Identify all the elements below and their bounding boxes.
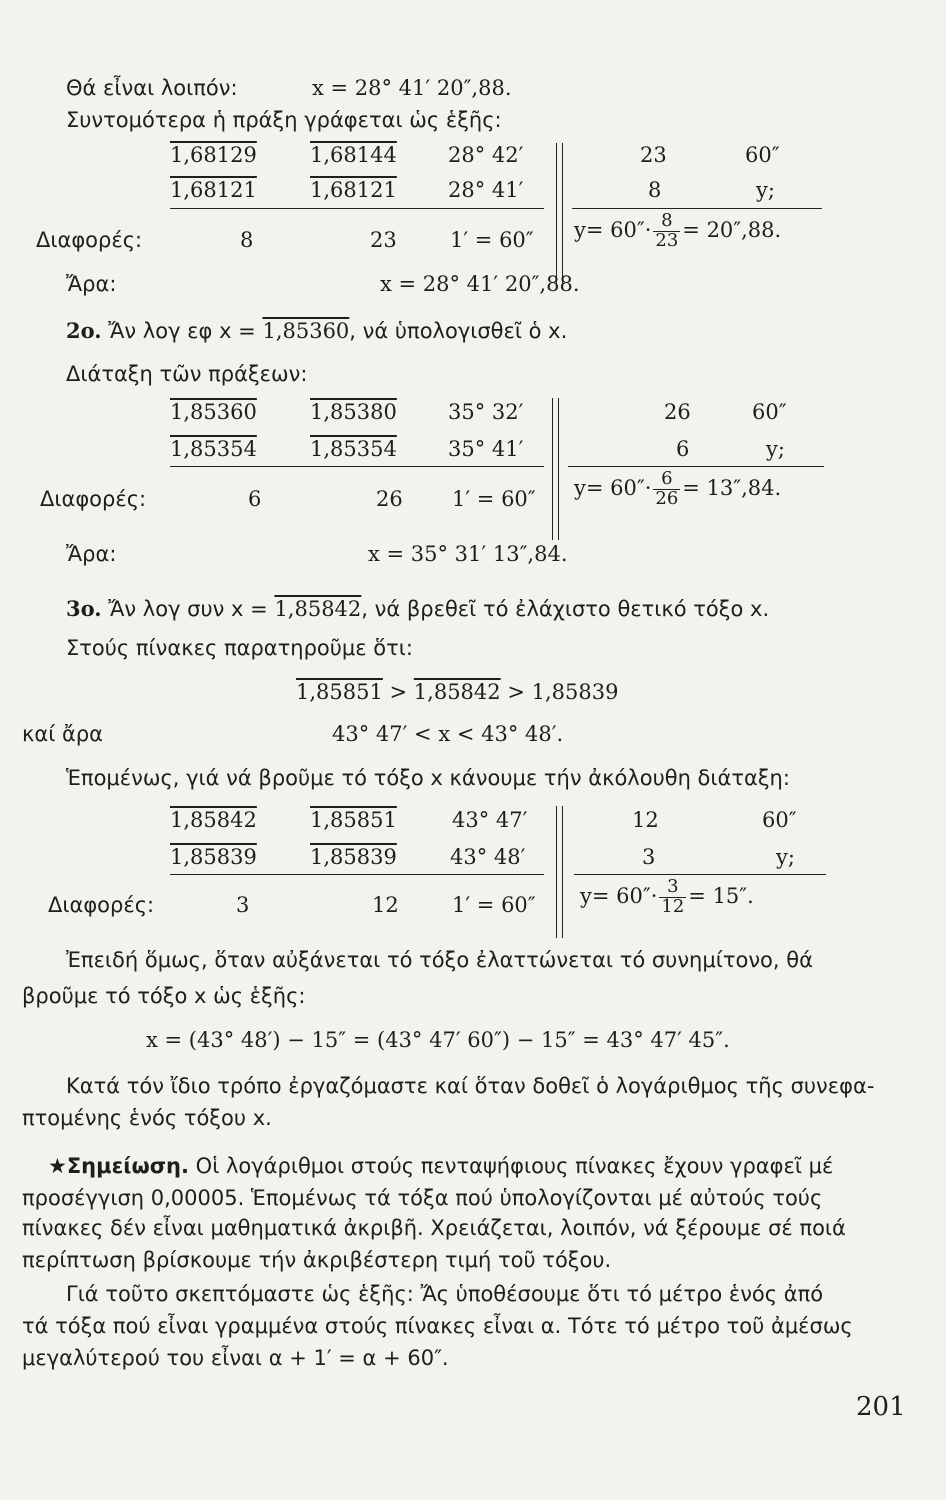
table-divider <box>556 806 557 938</box>
table-cell: 28° 41′ <box>448 178 524 202</box>
diff-label: Διαφορές: <box>36 228 143 252</box>
table-cell: 23 <box>640 143 667 167</box>
table-cell: 26 <box>376 487 403 511</box>
page-number: 201 <box>856 1392 906 1422</box>
table-cell: 1,85839 <box>170 845 257 869</box>
table-divider <box>558 398 559 540</box>
example-2-intro: Διάταξη τῶν πράξεων: <box>66 362 308 386</box>
table-rule <box>170 208 544 209</box>
note-line-3: πίνακες δέν εἶναι μαθηματικά ἀκριβῆ. Χρειάζεται, λοιπόν, νά ξέρουμε σέ ποιά <box>22 1216 846 1240</box>
y-equation: y= 60″· $\frac{6}{26}$ = 13″,84. <box>574 468 782 509</box>
table-cell: 1,85851 <box>310 808 397 832</box>
table-cell: 26 <box>664 400 691 424</box>
table-cell: 1,68121 <box>170 178 257 202</box>
table-cell: 12 <box>372 893 399 917</box>
table-cell: 28° 42′ <box>448 143 524 167</box>
table-divider <box>556 143 557 288</box>
table-divider <box>562 143 563 288</box>
ara-value: x = 35° 31′ 13″,84. <box>368 542 568 566</box>
table-cell: 6 <box>248 487 262 511</box>
example-2-statement: 2o. Ἄν λογ εφ x = 1,85360, νά ὑπολογισθεῖ ὁ x. <box>66 318 568 343</box>
table-cell: 3 <box>236 893 250 917</box>
example-3-intro: Στούς πίνακες παρατηροῦμε ὅτι: <box>66 636 413 660</box>
table-rule <box>170 466 544 467</box>
inequality-arcs: 43° 47′ < x < 43° 48′. <box>332 722 564 746</box>
y-equation: y= 60″· $\frac{8}{23}$ = 20″,88. <box>574 210 782 251</box>
table-cell: 8 <box>240 228 254 252</box>
table-cell: 43° 47′ <box>452 808 528 832</box>
same-method-line-1: Κατά τόν ἴδιο τρόπο ἐργαζόμαστε καί ὅταν δοθεῖ ὁ λογάριθμος τῆς συνεφα- <box>66 1074 875 1098</box>
table-cell: 60″ <box>745 143 780 167</box>
table-rule <box>170 874 544 875</box>
note-line-4: περίπτωση βρίσκουμε τήν ἀκριβέστερη τιμή τοῦ τόξου. <box>22 1248 612 1272</box>
result-label: Θά εἶναι λοιπόν: <box>66 76 238 100</box>
table-cell: 1,85360 <box>170 400 257 424</box>
table-cell: 35° 41′ <box>448 437 524 461</box>
table-cell: 1,68144 <box>310 143 397 167</box>
table-cell: 23 <box>370 228 397 252</box>
table-cell: y; <box>766 437 785 461</box>
table-cell: 6 <box>676 437 690 461</box>
closing-line-1: Γιά τοῦτο σκεπτόμαστε ὡς ἑξῆς: Ἄς ὑποθέσουμε ὅτι τό μέτρο ἑνός ἀπό <box>66 1282 824 1306</box>
since-text-line-2: βροῦμε τό τόξο x ὡς ἑξῆς: <box>22 984 306 1008</box>
example-3-statement: 3o. Ἄν λογ συν x = 1,85842, νά βρεθεῖ τό ἐλάχιστο θετικό τόξο x. <box>66 596 770 621</box>
table-cell: 1′ = 60″ <box>452 893 536 917</box>
table-divider <box>562 806 563 938</box>
same-method-line-2: πτομένης ἑνός τόξου x. <box>22 1106 272 1130</box>
table-cell: 60″ <box>762 808 797 832</box>
inequality-logs: 1,85851 > 1,85842 > 1,85839 <box>296 680 619 704</box>
since-text-line-1: Ἐπειδή ὅμως, ὅταν αὐξάνεται τό τόξο ἐλαττώνεται τό συνημίτονο, θά <box>66 948 813 972</box>
table-cell: 1,85839 <box>310 845 397 869</box>
table-cell: 1′ = 60″ <box>450 228 534 252</box>
table-cell: y; <box>776 845 795 869</box>
closing-line-2: τά τόξα πού εἶναι γραμμένα στούς πίνακες εἶναι α. Τότε τό μέτρο τοῦ ἀμέσως <box>22 1314 853 1338</box>
table-cell: 1,68129 <box>170 143 257 167</box>
table-cell: 12 <box>632 808 659 832</box>
ara-value: x = 28° 41′ 20″,88. <box>380 272 580 296</box>
note-line-1: ★Σημείωση. Οἱ λογάριθμοι στούς πενταψήφιους πίνακες ἔχουν γραφεῖ μέ <box>48 1154 834 1178</box>
table-rule <box>574 874 826 875</box>
ara-label: Ἄρα: <box>66 542 117 566</box>
table-cell: 43° 48′ <box>450 845 526 869</box>
table-cell: y; <box>756 178 775 202</box>
table-cell: 1,85842 <box>170 808 257 832</box>
diff-label: Διαφορές: <box>40 487 147 511</box>
table-cell: 1,85354 <box>170 437 257 461</box>
table-cell: 3 <box>642 845 656 869</box>
table-cell: 1,68121 <box>310 178 397 202</box>
ara-label: Ἄρα: <box>66 272 117 296</box>
table-cell: 35° 32′ <box>448 400 524 424</box>
table-rule <box>568 466 824 467</box>
table-cell: 60″ <box>752 400 787 424</box>
kai-ara: καί ἄρα <box>22 722 104 746</box>
table-cell: 1,85354 <box>310 437 397 461</box>
y-equation: y= 60″· $\frac{3}{12}$ = 15″. <box>580 876 754 917</box>
final-equation: x = (43° 48′) − 15″ = (43° 47′ 60″) − 15″ = 43° 47′ 45″. <box>146 1028 730 1052</box>
diff-label: Διαφορές: <box>48 893 155 917</box>
result-value: x = 28° 41′ 20″,88. <box>312 76 512 100</box>
table-rule <box>572 208 822 209</box>
short-form-intro: Συντομότερα ἡ πράξη γράφεται ὡς ἑξῆς: <box>66 108 502 132</box>
table-divider <box>552 398 553 540</box>
consequently-text: Ἑπομένως, γιά νά βροῦμε τό τόξο x κάνουμε τήν ἀκόλουθη διάταξη: <box>66 766 790 790</box>
star-icon: ★ <box>48 1154 67 1178</box>
closing-line-3: μεγαλύτερού του εἶναι α + 1′ = α + 60″. <box>22 1346 449 1370</box>
table-cell: 1′ = 60″ <box>452 487 536 511</box>
table-cell: 1,85380 <box>310 400 397 424</box>
table-cell: 8 <box>648 178 662 202</box>
note-line-2: προσέγγιση 0,00005. Ἑπομένως τά τόξα πού ὑπολογίζονται μέ αὐτούς τούς <box>22 1186 823 1210</box>
